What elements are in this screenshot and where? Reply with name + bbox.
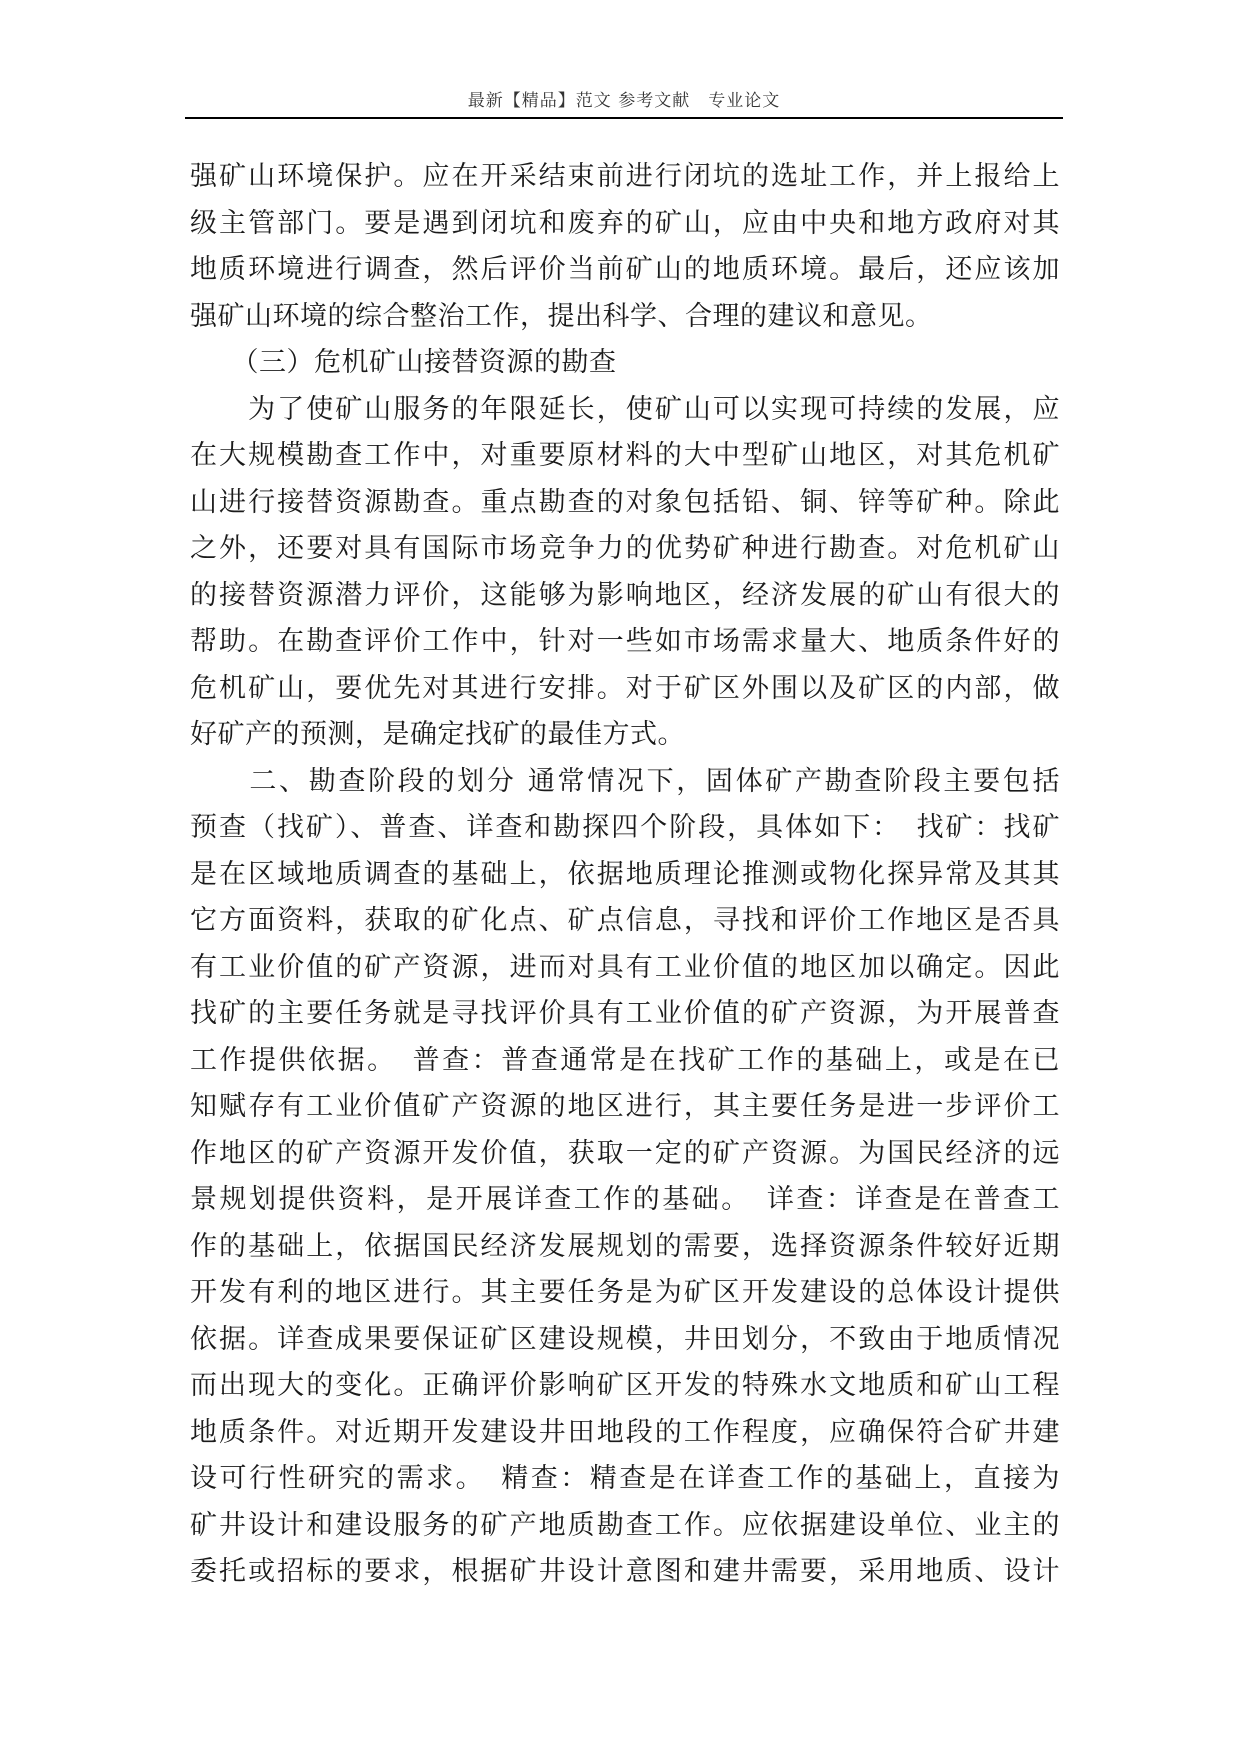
text-line: 开发有利的地区进行。其主要任务是为矿区开发建设的总体设计提供 xyxy=(190,1277,1060,1308)
text-line: 山进行接替资源勘查。重点勘查的对象包括铅、铜、锌等矿种。除此 xyxy=(190,486,1060,518)
text-line: 强矿山环境的综合整治工作，提出科学、合理的建议和意见。 xyxy=(190,300,933,332)
text-line: 地质条件。对近期开发建设井田地段的工作程度，应确保符合矿井建 xyxy=(190,1416,1060,1448)
text-line: 级主管部门。要是遇到闭坑和废弃的矿山，应由中央和地方政府对其 xyxy=(190,207,1060,239)
text-line: 之外，还要对具有国际市场竞争力的优势矿种进行勘查。对危机矿山 xyxy=(190,533,1060,564)
text-line: 预查（找矿）、普查、详查和勘探四个阶段，具体如下： 找矿：找矿 xyxy=(190,812,1060,843)
text-line: 地质环境进行调查，然后评价当前矿山的地质环境。最后，还应该加 xyxy=(190,254,1060,285)
text-line: 依据。详查成果要保证矿区建设规模，井田划分，不致由于地质情况 xyxy=(190,1323,1060,1355)
text-line: 有工业价值的矿产资源，进而对具有工业价值的地区加以确定。因此 xyxy=(190,951,1060,983)
text-line: 知赋存有工业价值矿产资源的地区进行，其主要任务是进一步评价工 xyxy=(190,1091,1060,1122)
text-line: 设可行性研究的需求。 精查：精查是在详查工作的基础上，直接为 xyxy=(190,1463,1060,1494)
text-line: 强矿山环境保护。应在开采结束前进行闭坑的选址工作，并上报给上 xyxy=(190,161,1060,192)
text-line: 帮助。在勘查评价工作中，针对一些如市场需求量大、地质条件好的 xyxy=(190,626,1060,657)
text-line: （三）危机矿山接替资源的勘查 xyxy=(190,347,617,378)
text-line: 景规划提供资料，是开展详查工作的基础。 详查：详查是在普查工 xyxy=(190,1184,1060,1215)
text-line: 作的基础上，依据国民经济发展规划的需要，选择资源条件较好近期 xyxy=(190,1230,1060,1262)
text-line: 是在区域地质调查的基础上，依据地质理论推测或物化探异常及其其 xyxy=(190,858,1060,890)
text-line: 危机矿山，要优先对其进行安排。对于矿区外围以及矿区的内部，做 xyxy=(190,672,1060,704)
text-line: 找矿的主要任务就是寻找评价具有工业价值的矿产资源，为开展普查 xyxy=(190,998,1060,1029)
text-line: 的接替资源潜力评价，这能够为影响地区，经济发展的矿山有很大的 xyxy=(190,579,1060,611)
text-line: 矿井设计和建设服务的矿产地质勘查工作。应依据建设单位、业主的 xyxy=(190,1509,1060,1541)
text-line: 作地区的矿产资源开发价值，获取一定的矿产资源。为国民经济的远 xyxy=(190,1137,1060,1169)
text-line: 二、勘查阶段的划分 通常情况下，固体矿产勘查阶段主要包括 xyxy=(190,765,1060,797)
page-header: 最新【精品】范文 参考文献 专业论文 xyxy=(467,91,781,111)
text-line: 工作提供依据。 普查：普查通常是在找矿工作的基础上，或是在已 xyxy=(190,1044,1060,1076)
text-line: 为了使矿山服务的年限延长，使矿山可以实现可持续的发展，应 xyxy=(190,393,1060,425)
text-line: 委托或招标的要求，根据矿井设计意图和建井需要，采用地质、设计 xyxy=(190,1556,1060,1587)
text-line: 在大规模勘查工作中，对重要原材料的大中型矿山地区，对其危机矿 xyxy=(190,440,1060,471)
header-rule xyxy=(185,117,1063,119)
text-line: 好矿产的预测，是确定找矿的最佳方式。 xyxy=(190,719,685,750)
body-text xyxy=(190,154,1060,1596)
text-line: 它方面资料，获取的矿化点、矿点信息，寻找和评价工作地区是否具 xyxy=(190,905,1060,936)
text-line: 而出现大的变化。正确评价影响矿区开发的特殊水文地质和矿山工程 xyxy=(190,1370,1060,1401)
